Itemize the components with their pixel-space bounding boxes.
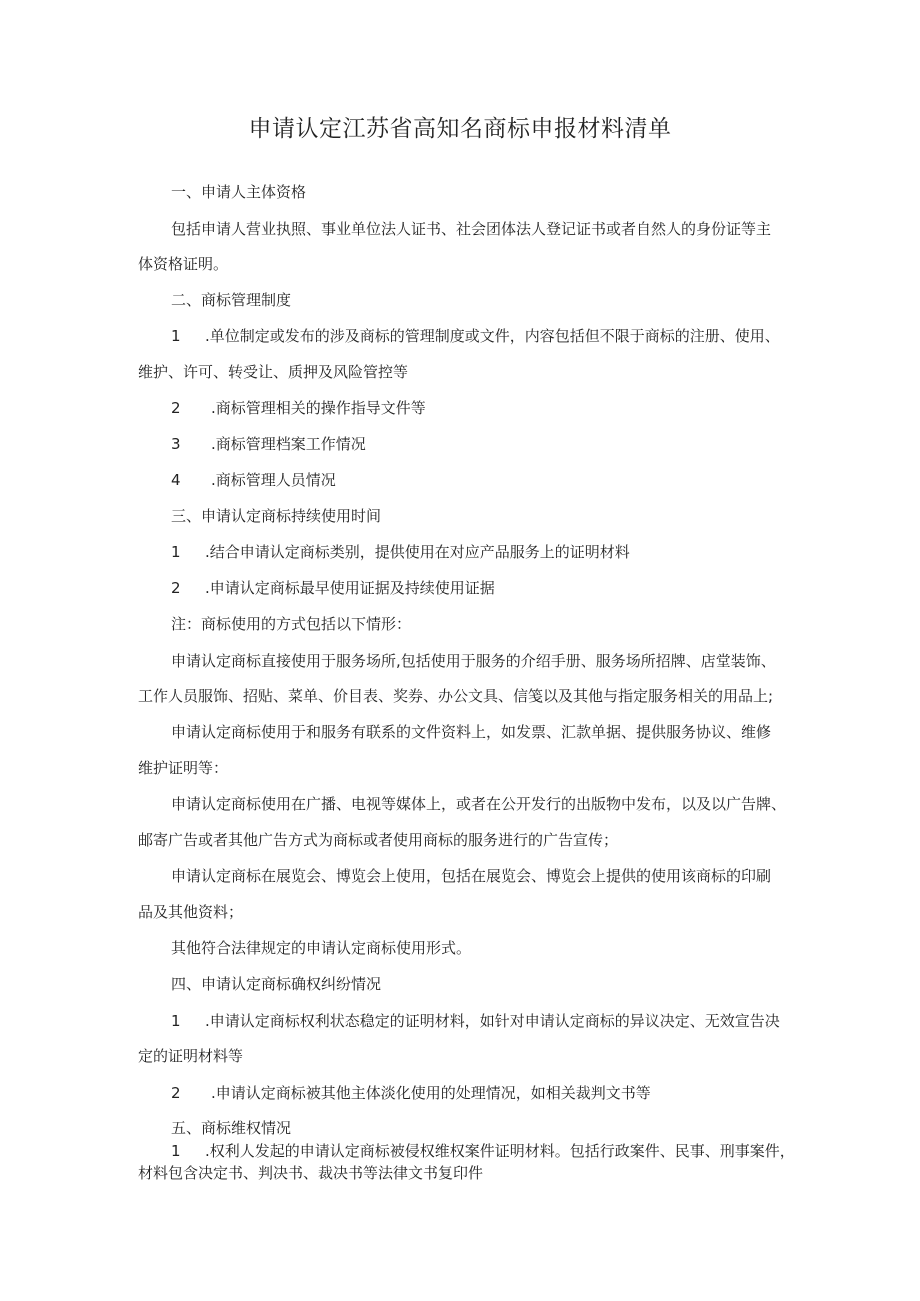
item-number: 2 xyxy=(171,1084,181,1102)
item-number: 4 xyxy=(171,471,181,489)
item-text: .商标管理相关的操作指导文件等 xyxy=(211,399,426,417)
section-2-item-2 xyxy=(171,398,426,418)
section-2-item-4 xyxy=(171,470,336,490)
section-3-item-2 xyxy=(171,578,495,598)
item-number: 1 xyxy=(171,543,181,561)
item-number: 1 xyxy=(171,1142,181,1160)
section-5-item-1 xyxy=(171,1141,795,1161)
item-text: .权利人发起的申请认定商标被侵权维权案件证明材料。包括行政案件、民事、刑事案件， xyxy=(205,1142,795,1160)
item-number: 1 xyxy=(171,1012,181,1030)
item-number: 1 xyxy=(171,327,181,345)
section-1-heading: 一、申请人主体资格 xyxy=(171,183,307,201)
item-text: .商标管理档案工作情况 xyxy=(211,435,366,453)
section-5-item-1-continuation: 材料包含决定书、判决书、裁决书等法律文书复印件 xyxy=(138,1164,484,1182)
item-number: 2 xyxy=(171,579,181,597)
item-text: .申请认定商标最早使用证据及持续使用证据 xyxy=(205,579,495,597)
section-2-item-1 xyxy=(171,326,780,346)
section-3-paragraph-line: 邮寄广告或者其他广告方式为商标或者使用商标的服务进行的广告宣传； xyxy=(138,831,619,849)
section-2-heading: 二、商标管理制度 xyxy=(171,291,292,309)
section-1-paragraph-line: 体资格证明。 xyxy=(138,255,229,273)
item-number: 2 xyxy=(171,399,181,417)
item-text: .申请认定商标权利状态稳定的证明材料，如针对申请认定商标的异议决定、无效宣告决 xyxy=(205,1012,780,1030)
section-3-paragraph-line: 申请认定商标使用在广播、电视等媒体上，或者在公开发行的出版物中发布，以及以广告牌、 xyxy=(171,795,787,813)
document-title: 申请认定江苏省高知名商标申报材料清单 xyxy=(248,116,672,142)
section-4-item-1-continuation: 定的证明材料等 xyxy=(138,1047,244,1065)
section-3-paragraph-line: 工作人员服饰、招贴、菜单、价目表、奖券、办公文具、信笺以及其他与指定服务相关的用品上; xyxy=(138,687,774,705)
item-text: .商标管理人员情况 xyxy=(211,471,336,489)
section-3-paragraph-line: 申请认定商标使用于和服务有联系的文件资料上，如发票、汇款单据、提供服务协议、维修 xyxy=(171,723,772,741)
section-3-paragraph-line: 其他符合法律规定的申请认定商标使用形式。 xyxy=(171,939,472,957)
section-3-paragraph-line: 品及其他资料； xyxy=(138,903,244,921)
section-5-heading: 五、商标维权情况 xyxy=(171,1119,292,1137)
section-3-paragraph-line: 申请认定商标在展览会、博览会上使用，包括在展览会、博览会上提供的使用该商标的印刷 xyxy=(171,867,772,885)
item-text: .结合申请认定商标类别，提供使用在对应产品服务上的证明材料 xyxy=(205,543,630,561)
section-3-item-1 xyxy=(171,542,630,562)
item-text: .单位制定或发布的涉及商标的管理制度或文件，内容包括但不限于商标的注册、使用、 xyxy=(205,327,780,345)
section-3-note: 注：商标使用的方式包括以下情形： xyxy=(171,615,412,633)
section-4-item-2 xyxy=(171,1083,651,1103)
section-4-item-1 xyxy=(171,1011,780,1031)
section-3-paragraph-line: 维护证明等： xyxy=(138,759,229,777)
item-text: .申请认定商标被其他主体淡化使用的处理情况，如相关裁判文书等 xyxy=(211,1084,651,1102)
section-2-item-3 xyxy=(171,434,366,454)
section-1-paragraph-line: 包括申请人营业执照、事业单位法人证书、社会团体法人登记证书或者自然人的身份证等主 xyxy=(171,220,772,238)
section-2-item-1-continuation: 维护、许可、转受让、质押及风险管控等 xyxy=(138,363,409,381)
section-3-heading: 三、申请认定商标持续使用时间 xyxy=(171,507,382,525)
item-number: 3 xyxy=(171,435,181,453)
section-3-paragraph-line: 申请认定商标直接使用于服务场所,包括使用于服务的介绍手册、服务场所招牌、店堂装饰、 xyxy=(171,652,776,670)
section-4-heading: 四、申请认定商标确权纠纷情况 xyxy=(171,975,382,993)
